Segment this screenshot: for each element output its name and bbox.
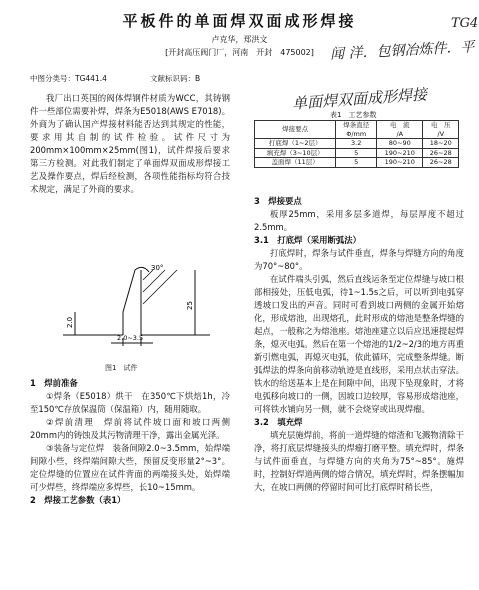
- table-cell: 80~90: [377, 139, 423, 149]
- table-cell: 5: [336, 148, 377, 158]
- table-row: [255, 148, 459, 158]
- section-1-para-3: ③装备与定位焊 装备间隙2.0~3.5mm，始焊端间隙小些，终焊端间隙大些，预留反变形量2°~3°。定位焊缝的位置应在试件背面的两端接头处，始焊端可少焊些，终焊端应多焊些，长10~15mm。: [30, 443, 230, 492]
- table-cell: 26~28: [423, 148, 459, 158]
- section-3-2-title: 3.2 填充焊: [254, 417, 303, 427]
- table-cell: 打底焊（1~2层）: [255, 139, 336, 149]
- right-column: [254, 195, 464, 494]
- table-header-cell: 电 流 /A: [377, 121, 423, 139]
- table-row: [255, 139, 459, 149]
- handwritten-corner: TG4: [451, 16, 479, 31]
- table-cell: 3.2: [336, 139, 377, 149]
- handwritten-note-1: 闻 洋．包钢冶炼件．平: [329, 39, 475, 63]
- section-1: [30, 377, 230, 507]
- section-2-title: 2 焊接工艺参数（表1）: [30, 495, 126, 505]
- table-cell: 26~28: [423, 158, 459, 168]
- section-1-title: 1 焊前准备: [30, 378, 78, 388]
- section-3-title: 3 焊接要点: [254, 196, 302, 206]
- table-cell: 5: [336, 158, 377, 168]
- clc-number: 中图分类号：TG441.4: [30, 74, 107, 83]
- table-1: [254, 120, 459, 168]
- table-row: [255, 158, 459, 168]
- section-1-para-1: ①焊条（E5018）烘干 在350℃下烘焙1h，冷至150℃存放保温筒（保温箱）内，随用随取。: [30, 391, 230, 414]
- left-dimension: 2.0: [66, 316, 74, 328]
- section-1-para-2: ②焊前清理 焊前将试件坡口面和坡口两侧20mm内的铸蚀及其污物清理干净，露出金属光泽。: [30, 417, 230, 440]
- table-header-row: [255, 121, 459, 139]
- section-3-1-para-1: 打底焊时，焊条与试件垂直，焊条与焊缝方向的角度为70°~80°。: [254, 248, 464, 271]
- table-header-cell: 焊条直径 Φ/mm: [336, 121, 377, 139]
- figure-1-specimen: [45, 260, 225, 350]
- gap-dimension: 2.0~3.5: [117, 334, 144, 342]
- table-1-caption: 表1 工艺参数: [330, 111, 377, 119]
- affiliation: [开封高压阀门厂，河南 开封 475002]: [165, 48, 314, 57]
- table-header-cell: 焊接要点: [255, 121, 336, 139]
- intro-paragraph: 我厂出口英国的阀体焊钢件材质为WCC，其铸钢件一些部位需要补焊，焊条为E5018(AWS E7018)。外商为了确认国产焊接材料能否达到其规定的性能，要求用其自制的试件检验。试件尺寸为200mm×100mm×25mm(图1)，试件焊接后要求第三方检测。对此我们制定了单面焊双面成形焊接工艺及操作要点，焊后经检测，各项性能指标均符合技术规定，满足了外商的要求。: [30, 93, 230, 194]
- table-cell: 填充焊（3~10层）: [255, 148, 336, 158]
- figure-1-caption: 图1 试件: [105, 364, 138, 372]
- section-3-1-title: 3.1 打底焊（采用断弧法）: [254, 235, 361, 245]
- table-cell: 190~210: [377, 148, 423, 158]
- doc-code: 文献标识码：B: [150, 74, 201, 83]
- right-dimension: 25: [186, 301, 194, 310]
- section-3-2-para-1: 填充层施焊前，将前一道焊缝的熔渣和飞溅物清除干净，将打底层焊缝接头的焊瘤打磨平整。填充焊时，焊条与试件面垂直，与焊缝方向的夹角为75°~85°。施焊时，控制好焊道两侧的熔合情况，填充焊时，焊条摆幅加大，在坡口两侧的停留时间可比打底焊时稍长些，: [254, 430, 464, 492]
- section-3-intro: 板厚25mm，采用多层多道焊，每层厚度不超过2.5mm。: [254, 209, 464, 232]
- handwritten-note-2: 单面焊双面成形焊接: [291, 85, 428, 113]
- table-header-cell: 电 压 /V: [423, 121, 459, 139]
- left-column: [30, 92, 230, 196]
- paper-title: 平板件的单面焊双面成形焊接: [122, 12, 357, 30]
- authors: 卢克华，郑洪文: [211, 35, 268, 44]
- section-3-1-para-2: 在试件端头引弧，然后直线运条至定位焊缝与坡口根部相接处，压低电弧，待1~1.5s之后，可以听到电弧穿透坡口发出的声音。同时可看到坡口两侧的金属开始熔化，形成熔池，出现熔孔，此时形成的熔池是整条焊缝的起点，一般称之为熔池座。熔池座建立以后应迅速提起焊条，熄灭电弧。然后在第一个熔池的1/2~2/3的地方再重新引燃电弧，再熄灭电弧，依此循环，完成整条焊缝。断弧焊法的焊条向前移动轨迹是直线形，采用点状击穿法。铁水的给送基本上是在间隙中间，出现下坠现象时，才将电弧移向坡口的一侧，因坡口边较厚，容易形成熔池座，可将铁水铺向另一侧，就不会烧穿或出现焊瘤。: [254, 274, 464, 414]
- table-cell: 盖面焊（11层）: [255, 158, 336, 168]
- table-cell: 190~210: [377, 158, 423, 168]
- table-cell: 18~20: [423, 139, 459, 149]
- angle-label: 30°: [151, 264, 164, 272]
